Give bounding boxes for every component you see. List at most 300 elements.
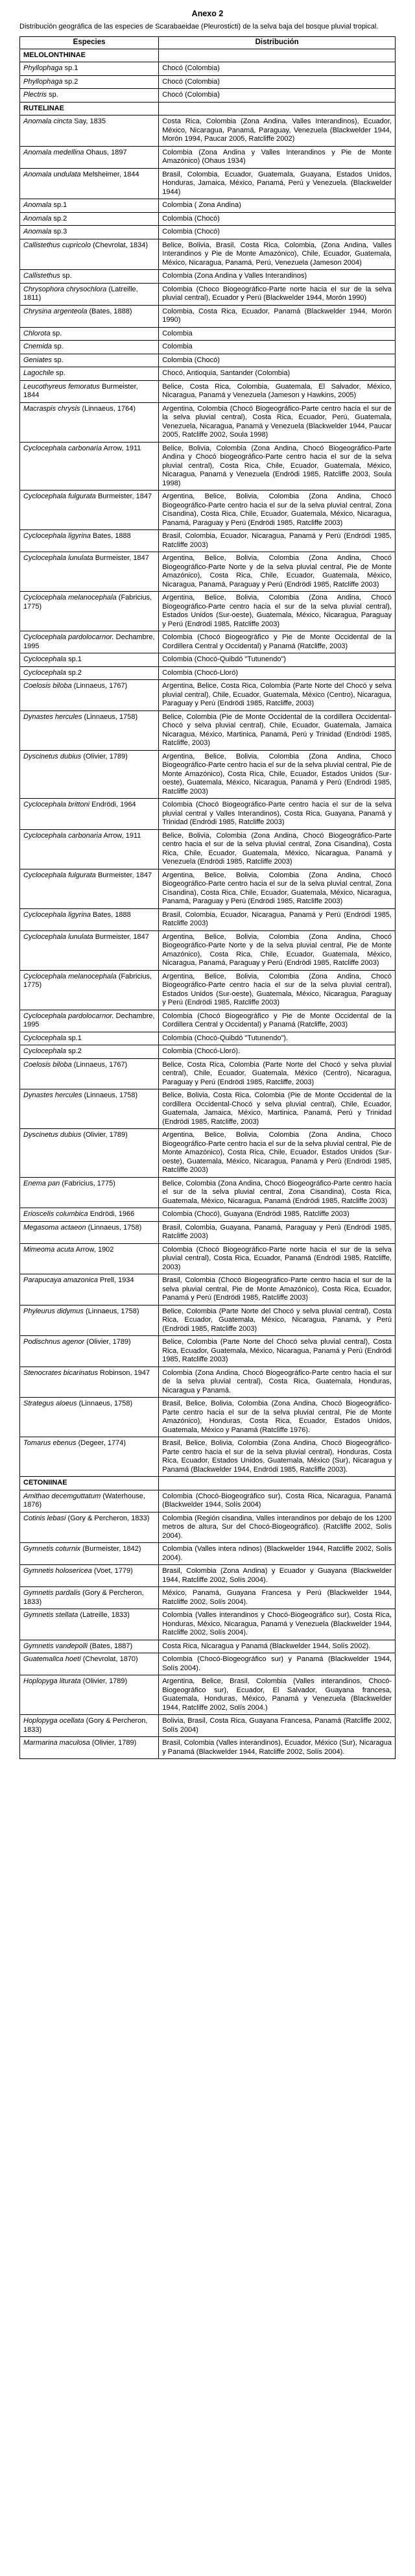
species-row <box>20 115 396 147</box>
author-citation: Melsheimer, 1844 <box>80 170 139 178</box>
distribution-cell: Argentina, Belice, Bolivia, Colombia (Zona Andina, Chocó Biogeográfico-Parte Norte y de la selva pluvial central, Pie de Monte Amazónico), Costa Rica, Chile, Ecuador, Guatemala, México, Nicaragua, Panamá, Paraguay y Perú (Endrödi 1985, Ratcliffe 2003) <box>159 930 396 970</box>
species-row <box>20 1715 396 1737</box>
scientific-name: Phyleurus didymus <box>23 1307 84 1315</box>
species-row <box>20 1512 396 1543</box>
scientific-name: Callistethus <box>23 272 60 280</box>
distribution-cell: Colombia (Chocó Biogeográfico y Pie de Monte Occidental de la Cordillera Central y Occidental) y Panamá (Ratcliffe, 2003) <box>159 1010 396 1032</box>
species-row <box>20 1045 396 1059</box>
species-name-cell <box>20 491 159 530</box>
author-citation: sp.2 <box>66 1047 82 1055</box>
author-citation: Arrow, 1911 <box>102 831 141 840</box>
species-row <box>20 1587 396 1609</box>
author-citation: (Olivier, 1789) <box>81 752 128 760</box>
distribution-cell: Argentina, Belice, Bolivia, Colombia (Zona Andina, Chocó Biogeográfico-Parte Norte y de la selva pluvial central, Pie de Monte Amazónico), Costa Rica, Chile, Ecuador, Guatemala, México, Nicaragua, Panamá, Paraguay y Perú (Endrödi 1985, Ratcliffe 2003) <box>159 552 396 592</box>
distribution-cell: Belice, Bolivia, Costa Rica, Colombia (Pie de Monte Occidental de la cordillera Occidental-Chocó y selva pluvial central), Chile, Ecuador, Guatemala, Jamaica, México, Martinica, Panamá, Perú y Trinidad (Endrödi 1985, Ratcliffe, 2003) <box>159 1089 396 1129</box>
scientific-name: Anomala cincta <box>23 117 73 125</box>
author-citation: (Gory & Percheron, 1833) <box>23 1717 148 1734</box>
scientific-name: Cyclocephala <box>23 655 67 663</box>
species-row <box>20 1336 396 1367</box>
species-name-cell <box>20 631 159 653</box>
distribution-cell: Colombia (Región cisandina, Valles interandinos por debajo de los 1200 metros de altura, Sur del Chocó-Biogeográfico). (Ratcliffe 2002, Solís 2004). <box>159 1512 396 1543</box>
species-name-cell <box>20 226 159 239</box>
species-row <box>20 1129 396 1178</box>
species-name-cell <box>20 270 159 284</box>
subfamily-name: RUTELINAE <box>20 102 159 115</box>
author-citation: sp. <box>54 369 65 377</box>
species-name-cell <box>20 1737 159 1759</box>
species-name-cell <box>20 168 159 199</box>
species-row <box>20 1490 396 1512</box>
author-citation: (Olivier, 1789) <box>84 1338 131 1346</box>
species-row <box>20 1221 396 1243</box>
species-row <box>20 908 396 930</box>
species-name-cell <box>20 75 159 89</box>
author-citation: (Linnaeus, 1758) <box>82 1091 138 1099</box>
species-row <box>20 1177 396 1208</box>
distribution-cell: Colombia (Chocó-Quibdó "Tutunendo") <box>159 653 396 667</box>
species-name-cell <box>20 869 159 908</box>
species-distribution-table <box>19 36 396 1759</box>
author-citation: Endrödi, 1966 <box>88 1210 135 1218</box>
distribution-cell: Argentina, Colombia (Chocó Biogeográfico-Parte centro hacia el sur de la selva pluvial central), Costa Rica, Ecuador, Perú, Guatemala, Venezuela, Nicaragua, Panamá y Venezuela (Blackwelder 1944, Paucar 2005, Ratcliffe 2002, Soula 1998) <box>159 402 396 442</box>
scientific-name: Coelosis biloba <box>23 1060 72 1069</box>
species-row <box>20 402 396 442</box>
species-row <box>20 380 396 402</box>
author-citation: Burmeister, 1847 <box>95 871 152 879</box>
species-row <box>20 970 396 1010</box>
species-name-cell <box>20 1512 159 1543</box>
species-row <box>20 239 396 270</box>
species-name-cell <box>20 592 159 631</box>
distribution-cell: Colombia (Chocó Biogeográfico y Pie de Monte Occidental de la Cordillera Central y Occidental) y Panamá (Ratcliffe, 2003) <box>159 631 396 653</box>
subfamily-row <box>20 49 396 62</box>
table-body <box>20 49 396 1759</box>
author-citation: Arrow, 1911 <box>102 444 141 452</box>
scientific-name: Anomala <box>23 201 52 209</box>
subfamily-name: MELOLONTHINAE <box>20 49 159 62</box>
scientific-name: Cyclocephala pardolocarnor. <box>23 1012 114 1020</box>
scientific-name: Anomala <box>23 228 52 236</box>
author-citation: (Linnaeus, 1767) <box>71 1060 128 1069</box>
scientific-name: Cyclocephala fulgurata <box>23 492 96 500</box>
distribution-cell: Colombia (Zona Andina y Valles Interandinos) <box>159 270 396 284</box>
distribution-cell: Colombia ( Zona Andina) <box>159 199 396 213</box>
species-name-cell <box>20 89 159 103</box>
author-citation: Robinson, 1947 <box>97 1368 150 1377</box>
species-row <box>20 1274 396 1306</box>
scientific-name: Cyclocephala carbonaria <box>23 831 102 840</box>
author-citation: (Olivier, 1789) <box>89 1739 137 1747</box>
distribution-cell: Chocó (Colombia) <box>159 62 396 76</box>
species-row <box>20 711 396 750</box>
species-name-cell <box>20 1398 159 1437</box>
species-row <box>20 270 396 284</box>
scientific-name: Phyllophaga <box>23 64 63 72</box>
species-name-cell <box>20 930 159 970</box>
scientific-name: Chrysina argenteola <box>23 307 88 315</box>
distribution-cell: Costa Rica, Colombia (Zona Andina, Valles Interandinos), Ecuador, México, Nicaragua, Panamá, Paraguay, Venezuela (Blackwelder 1944, Morón 1994, Paucar 2005, Ratcliffe 2002) <box>159 115 396 147</box>
distribution-cell: Colombia (Chocó Biogeográfico-Parte norte hacia el sur de la selva pluvial central), Costa Rica, Ecuador, Panamá (Endrödi 1985, Ratcliffe, 2003) <box>159 1243 396 1274</box>
species-row <box>20 305 396 327</box>
species-row <box>20 1609 396 1640</box>
scientific-name: Plectris <box>23 91 47 99</box>
species-name-cell <box>20 239 159 270</box>
species-row <box>20 146 396 168</box>
scientific-name: Leucothyreus femoratus <box>23 382 101 391</box>
author-citation: (Linnaeus, 1758) <box>83 1307 139 1315</box>
species-name-cell <box>20 1177 159 1208</box>
scientific-name: Gymnetis holosericea <box>23 1567 92 1575</box>
species-row <box>20 1675 396 1715</box>
species-row <box>20 1367 396 1398</box>
species-name-cell <box>20 829 159 869</box>
scientific-name: Cyclocephala ligyrina <box>23 910 91 919</box>
species-row <box>20 212 396 226</box>
species-name-cell <box>20 1243 159 1274</box>
author-citation: (Degeer, 1774) <box>76 1439 126 1447</box>
scientific-name: Cyclocephala melanocephala <box>23 594 117 601</box>
header-row <box>20 37 396 49</box>
distribution-cell: Brasil, Colombia, Ecuador, Nicaragua, Panamá y Perú (Endrödi 1985, Ratcliffe 2003) <box>159 530 396 552</box>
species-row <box>20 829 396 869</box>
scientific-name: Cyclocephala ligyrina <box>23 532 91 540</box>
species-row <box>20 530 396 552</box>
species-name-cell <box>20 530 159 552</box>
distribution-cell: Belice, Bolivia, Colombia (Zona Andina, Chocó Biogeográfico-Parte centro hacia el sur de la selva pluvial central, Zona Cisandina), Costa Rica, Chile, Ecuador, Guatemala, México, Nicaragua, Panamá y Venezuela (Endrödi 1985, Ratcliffe 2003) <box>159 829 396 869</box>
species-row <box>20 552 396 592</box>
distribution-cell: Colombia (Zona Andina, Chocó Biogeográfico-Parte centro hacia el sur de la selva pluvial central), Costa Rica, Guatemala, Honduras, Nicaragua y Panamá. <box>159 1367 396 1398</box>
scientific-name: Enema pan <box>23 1179 60 1187</box>
scientific-name: Anomala <box>23 214 52 223</box>
distribution-cell: Argentina, Belice, Bolivia, Colombia (Zona Andina, Choco Biogeográfico-Parte centro hacia el sur de la selva pluvial central, Pie de Monte Amazónico), Costa Rica, Chile, Ecuador, Estados Unidos (Sur-oeste), Guatemala, México, Nicaragua, Panamá y Perú (Endrödi 1985, Ratcliffe 2003) <box>159 1129 396 1178</box>
species-row <box>20 354 396 367</box>
author-citation: (Waterhouse, 1876) <box>23 1492 145 1509</box>
author-citation: (Linnaeus, 1764) <box>80 404 136 413</box>
scientific-name: Cnemida <box>23 343 53 350</box>
scientific-name: Cyclocephala lunulata <box>23 554 93 562</box>
scientific-name: Cyclocephala lunulata <box>23 932 93 941</box>
distribution-cell: Colombia (Choco Biogeográfico-Parte norte hacia el sur de la selva pluvial central), Ecuador y Perú (Blackwelder 1944, Morón 1990) <box>159 283 396 305</box>
species-row <box>20 631 396 653</box>
species-row <box>20 89 396 103</box>
distribution-cell: Brasil, Belice, Bolivia, Colombia (Zona Andina, Chocó Biogeográfico-Parte centro hacia el sur de la selva pluvial central), Honduras, Costa Rica, Ecuador, Estados Unidos, Guatemala, México (Sur), Nicaragua y Panamá (Blackwelder 1944, Endrödi 1985, Ratcliffe 2003). <box>159 1437 396 1477</box>
scientific-name: Chrysophora chrysochlora <box>23 285 107 293</box>
species-row <box>20 680 396 711</box>
species-name-cell <box>20 552 159 592</box>
distribution-cell: Belice, Costa Rica, Colombia, Guatemala, El Salvador, México, Nicaragua, Panamá y Venezuela (Jameson y Hawkins, 2005) <box>159 380 396 402</box>
species-row <box>20 367 396 381</box>
table-caption: Distribución geográfica de las especies de Scarabaeidae (Pleurosticti) de la selva baja del bosque pluvial tropical. <box>19 23 379 30</box>
distribution-cell: Argentina, Belice, Bolivia, Colombia (Zona Andina, Chocó Biogeográfico-Parte centro hacia el sur de la selva pluvial central, Zona Cisandina), Costa Rica, Chile, Ecuador, Guatemala, México, Nicaragua, Panamá, Paraguay y Perú (Endrödi 1985, Ratcliffe 2003) <box>159 869 396 908</box>
species-name-cell <box>20 666 159 680</box>
distribution-cell: Brasil, Colombia (Chocó Biogeográfico-Parte centro hacia el sur de la selva pluvial central, Pie de Monte Amazónico), Costa Rica, Ecuador, Panamá y Perú (Endrödi 1985, Ratcliffe 2003) <box>159 1274 396 1306</box>
species-row <box>20 799 396 830</box>
scientific-name: Coelosis biloba <box>23 682 72 690</box>
species-name-cell <box>20 1336 159 1367</box>
species-name-cell <box>20 1653 159 1675</box>
subfamily-empty-cell <box>159 49 396 62</box>
distribution-cell: Argentina, Belice, Bolivia, Colombia (Zona Andina, Choco Biogeográfico-Parte centro hacia el sur de la selva pluvial central, Pie de Monte Amazónico), Costa Rica, Chile, Ecuador, Estados Unidos (Sur-oeste), Guatemala, México, Nicaragua, Panamá y Perú (Endrödi 1985, Ratcliffe 2003) <box>159 750 396 799</box>
author-citation: (Gory & Percheron, 1833) <box>23 1589 144 1606</box>
subfamily-empty-cell <box>159 1477 396 1490</box>
species-name-cell <box>20 1367 159 1398</box>
scientific-name: Gymnetis stellata <box>23 1611 78 1619</box>
author-citation: (Fabricius, 1775) <box>23 594 152 611</box>
species-row <box>20 1565 396 1587</box>
author-citation: Say, 1835 <box>72 117 106 125</box>
subfamily-row <box>20 1477 396 1490</box>
species-name-cell <box>20 1221 159 1243</box>
distribution-cell: Belice, Bolivia, Colombia (Zona Andina, Chocó Biogeográfico-Parte Andina y Chocó biogeográfico-Parte centro hacia el sur de la selva pluvial central), Costa Rica, Chile, Ecuador, Guatemala, México, Nicaragua, Panamá y Venezuela (Endrödi 1985, Ratcliffe 2003, Soula 1998) <box>159 442 396 491</box>
species-name-cell <box>20 1640 159 1653</box>
species-name-cell <box>20 970 159 1010</box>
species-row <box>20 1032 396 1045</box>
author-citation: sp.1 <box>62 64 78 72</box>
scientific-name: Hoplopyga ocellata <box>23 1717 84 1725</box>
species-name-cell <box>20 908 159 930</box>
species-row <box>20 750 396 799</box>
species-name-cell <box>20 402 159 442</box>
subfamily-empty-cell <box>159 102 396 115</box>
scientific-name: Megasoma actaeon <box>23 1223 86 1232</box>
author-citation: (Linnaeus, 1758) <box>77 1400 133 1407</box>
scientific-name: Dyscinetus dubius <box>23 752 82 760</box>
distribution-cell: Colombia <box>159 327 396 341</box>
scientific-name: Cyclocephala carbonaria <box>23 444 102 452</box>
scientific-name: Callistethus cupricolo <box>23 241 91 249</box>
species-name-cell <box>20 367 159 381</box>
author-citation: (Latreille, 1811) <box>23 285 138 302</box>
species-row <box>20 442 396 491</box>
species-name-cell <box>20 115 159 147</box>
scientific-name: Cyclocephala fulgurata <box>23 871 96 879</box>
distribution-cell: Belice, Colombia (Parte Norte del Chocó y selva pluvial central), Costa Rica, Ecuador, Guatemala, México, Nicaragua, Panamá, y Perú (Endrödi 1985, Ratcliffe 2003) <box>159 1305 396 1336</box>
distribution-cell: Colombia (Chocó) <box>159 226 396 239</box>
species-row <box>20 592 396 631</box>
author-citation: sp.1 <box>66 655 82 663</box>
species-name-cell <box>20 146 159 168</box>
table-header <box>20 37 396 49</box>
distribution-cell: Colombia (Valles intera ndinos) (Blackwelder 1944, Ratcliffe 2002, Solís 2004). <box>159 1543 396 1565</box>
scientific-name: Macraspis chrysis <box>23 404 80 413</box>
author-citation: sp. <box>52 356 64 364</box>
distribution-cell: Colombia, Costa Rica, Ecuador, Panamá (Blackwelder 1944, Morón 1990) <box>159 305 396 327</box>
author-citation: (Fabricius, 1775) <box>60 1179 115 1187</box>
species-name-cell <box>20 212 159 226</box>
species-row <box>20 1653 396 1675</box>
species-row <box>20 1243 396 1274</box>
species-name-cell <box>20 1437 159 1477</box>
distribution-cell: Belice, Colombia (Pie de Monte Occidental de la cordillera Occidental-Chocó y selva pluvial central), Chile, Ecuador, Guatemala, Jamaica Nicaragua, México, Martinica, Panamá, Perú y Trinidad (Endrödi 1985, Ratcliffe, 2003) <box>159 711 396 750</box>
species-name-cell <box>20 1045 159 1059</box>
subfamily-row <box>20 102 396 115</box>
distribution-cell: México, Panamá, Guayana Francesa y Perú (Blackwelder 1944, Ratcliffe 2002, Solís 2004). <box>159 1587 396 1609</box>
species-row <box>20 1737 396 1759</box>
species-row <box>20 226 396 239</box>
scientific-name: Hoplopyga liturata <box>23 1677 81 1685</box>
scientific-name: Stenocrates bicarinatus <box>23 1368 98 1377</box>
author-citation: (Chevrolat, 1834) <box>90 241 148 249</box>
species-row <box>20 930 396 970</box>
scientific-name: Tomarus ebenus <box>23 1439 77 1447</box>
species-name-cell <box>20 653 159 667</box>
distribution-cell: Brasil, Belice, Bolivia, Colombia (Zona Andina, Chocó Biogeográfico-Parte centro hacia el sur de la selva pluvial central, Pie de Monte Amazónico), Honduras, Costa Rica, Ecuador, Estados Unidos, Guatemala, México y Panamá (Ratcliffe 1976). <box>159 1398 396 1437</box>
scientific-name: Strategus aloeus <box>23 1400 77 1407</box>
author-citation: Endrödi, 1964 <box>89 801 136 808</box>
scientific-name: Parapucaya amazonica <box>23 1276 98 1284</box>
author-citation: sp. <box>47 91 58 99</box>
species-name-cell <box>20 1543 159 1565</box>
scientific-name: Cyclocephala <box>23 1034 67 1042</box>
species-name-cell <box>20 1675 159 1715</box>
author-citation: sp. <box>52 343 64 350</box>
author-citation: sp.2 <box>66 668 82 677</box>
species-row <box>20 1305 396 1336</box>
distribution-cell: Belice, Bolivia, Brasil, Costa Rica, Colombia, (Zona Andina, Valles Interandinos y Pie de Monte Amazónico), Chile, Ecuador, Guatemala, México, Nicaragua, Panamá, Perú, Venezuela (Jameson 2004) <box>159 239 396 270</box>
distribution-cell: Colombia (Chocó-Lloró). <box>159 1045 396 1059</box>
author-citation: (Linnaeus, 1758) <box>86 1223 142 1232</box>
author-citation: (Burmeister, 1842) <box>80 1545 141 1553</box>
author-citation: sp.2 <box>62 77 78 86</box>
species-name-cell <box>20 1305 159 1336</box>
author-citation: sp.3 <box>51 228 67 236</box>
scientific-name: Cyclocephala <box>23 1047 67 1055</box>
author-citation: Arrow, 1902 <box>74 1245 114 1254</box>
scientific-name: Podischnus agenor <box>23 1338 85 1346</box>
distribution-cell: Colombia (Chocó-Biogeográfico sur) y Panamá (Blackwelder 1944, Solís 2004). <box>159 1653 396 1675</box>
distribution-cell: Colombia (Chocó-Biogeográfico sur), Costa Rica, Nicaragua, Panamá (Blackwelder 1944, Solís 2004) <box>159 1490 396 1512</box>
scientific-name: Gymnetis pardalis <box>23 1589 81 1597</box>
scientific-name: Anomala medellina <box>23 148 84 156</box>
species-name-cell <box>20 380 159 402</box>
scientific-name: Cyclocephala melanocephala <box>23 972 117 980</box>
distribution-cell: Argentina, Belice, Bolivia, Colombia (Zona Andina, Chocó Biogeográfico-Parte centro hacia el sur de la selva pluvial central), Estados Unidos (Sur-oeste), Guatemala, México, Nicaragua, Paraguay y Perú (Endrödi 1985, Ratcliffe 2003) <box>159 970 396 1010</box>
species-name-cell <box>20 341 159 354</box>
species-row <box>20 1640 396 1653</box>
author-citation: Bates, 1888 <box>90 532 131 540</box>
distribution-cell: Chocó, Antioquia, Santander (Colombia) <box>159 367 396 381</box>
species-name-cell <box>20 1609 159 1640</box>
scientific-name: Lagochile <box>23 369 54 377</box>
species-name-cell <box>20 62 159 76</box>
author-citation: (Chevrolat, 1870) <box>80 1655 138 1663</box>
author-citation: Burmeister, 1847 <box>95 492 152 500</box>
scientific-name: Cyclocephala pardolocarnor. <box>23 633 114 641</box>
distribution-cell: Argentina, Belice, Bolivia, Colombia (Zona Andina, Chocó Biogeográfico-Parte centro hacia el sur de la selva pluvial central), Estados Unidos (Sur-oeste), Guatemala, México, Nicaragua, Paraguay y Perú (Endrödi 1985, Ratcliffe 2003) <box>159 592 396 631</box>
species-name-cell <box>20 711 159 750</box>
scientific-name: Cotinis lebasi <box>23 1514 66 1522</box>
species-row <box>20 1010 396 1032</box>
species-row <box>20 1543 396 1565</box>
species-row <box>20 1208 396 1222</box>
author-citation: (Voet, 1779) <box>91 1567 133 1575</box>
author-citation: Burmeister, 1844 <box>23 382 138 399</box>
distribution-cell: Brasil, Colombia, Guayana, Panamá, Paraguay y Perú (Endrödi 1985, Ratcliffe 2003) <box>159 1221 396 1243</box>
species-name-cell <box>20 1208 159 1222</box>
annex-title: Anexo 2 <box>191 9 224 18</box>
distribution-cell: Belice, Costa Rica, Colombia (Parte Norte del Chocó y selva pluvial central), Chile, Ecuador, Guatemala, México (Centro), Nicaragua, Paraguay y Perú (Endrödi 1985, Ratcliffe, 2003) <box>159 1058 396 1089</box>
species-name-cell <box>20 1587 159 1609</box>
distribution-cell: Colombia (Chocó-Lloró) <box>159 666 396 680</box>
scientific-name: Marmarina maculosa <box>23 1739 90 1747</box>
distribution-cell: Colombia (Chocó), Guayana (Endrödi 1985, Ratcliffe 2003) <box>159 1208 396 1222</box>
author-citation: sp. <box>60 272 72 280</box>
scientific-name: Anomala undulata <box>23 170 81 178</box>
distribution-cell: Brasil, Colombia, Ecuador, Nicaragua, Panamá y Perú (Endrödi 1985, Ratcliffe 2003) <box>159 908 396 930</box>
distribution-cell: Argentina, Belice, Bolivia, Colombia (Zona Andina, Chocó Biogeográfico-Parte centro hacia el sur de la selva pluvial central, Zona Cisandina), Costa Rica, Chile, Ecuador, Guatemala, México, Nicaragua, Panamá, Paraguay y Perú (Endrödi 1985, Ratcliffe 2003) <box>159 491 396 530</box>
author-citation: (Bates, 1887) <box>88 1642 133 1650</box>
species-row <box>20 283 396 305</box>
species-name-cell <box>20 1715 159 1737</box>
distribution-cell: Argentina, Belice, Costa Rica, Colombia (Parte Norte del Chocó y selva pluvial central), Chile, Ecuador, Guatemala, México (Centro), Nicaragua, Paraguay y Perú (Endrödi 1985, Ratcliffe, 2003) <box>159 680 396 711</box>
distribution-cell: Colombia (Zona Andina y Valles Interandinos y Pie de Monte Amazónico) (Ohaus 1934) <box>159 146 396 168</box>
author-citation: Ohaus, 1897 <box>84 148 127 156</box>
species-row <box>20 869 396 908</box>
species-row <box>20 168 396 199</box>
scientific-name: Chlorota <box>23 329 51 337</box>
species-name-cell <box>20 327 159 341</box>
author-citation: sp.2 <box>51 214 67 223</box>
author-citation: (Fabricius, 1775) <box>23 972 152 989</box>
distribution-cell: Colombia (Chocó) <box>159 212 396 226</box>
species-row <box>20 491 396 530</box>
scientific-name: Erioscelis columbica <box>23 1210 88 1218</box>
scientific-name: Cyclocephala brittoni <box>23 801 90 808</box>
distribution-cell: Colombia <box>159 341 396 354</box>
distribution-cell: Colombia (Valles interandinos y Chocó-Biogeográfico sur), Costa Rica, Honduras, México, Nicaragua, Panamá y Venezuela (Blackwelder 1944, Ratcliffe 2002, Solís 2004). <box>159 1609 396 1640</box>
column-header-distribucion: Distribución <box>159 37 396 49</box>
scientific-name: Cyclocephala <box>23 668 67 677</box>
species-name-cell <box>20 799 159 830</box>
author-citation: sp. <box>50 329 62 337</box>
species-row <box>20 1398 396 1437</box>
species-name-cell <box>20 1490 159 1512</box>
scientific-name: Dynastes hercules <box>23 712 82 721</box>
distribution-cell: Argentina, Belice, Brasil, Colombia (Valles interandinos, Chocó-Biogeográfico sur), Ecuador, El Salvador, Guayana francesa, Guatemala, Honduras, México, Panamá y Venezuela (Blackwelder 1944, Ratcliffe 2002, Solís 2004.) <box>159 1675 396 1715</box>
author-citation: (Linnaeus, 1758) <box>82 712 138 721</box>
scientific-name: Guatemalica hoeti <box>23 1655 81 1663</box>
species-name-cell <box>20 1129 159 1178</box>
author-citation: Burmeister, 1847 <box>93 932 149 941</box>
species-name-cell <box>20 1058 159 1089</box>
author-citation: sp.1 <box>51 201 67 209</box>
subfamily-name: CETONIINAE <box>20 1477 159 1490</box>
species-row <box>20 1437 396 1477</box>
species-row <box>20 199 396 213</box>
scientific-name: Amithao decemguttatum <box>23 1492 101 1500</box>
author-citation: (Latreille, 1833) <box>78 1611 130 1619</box>
species-name-cell <box>20 680 159 711</box>
species-name-cell <box>20 442 159 491</box>
species-name-cell <box>20 750 159 799</box>
scientific-name: Mimeoma acuta <box>23 1245 75 1254</box>
distribution-cell: Belice, Colombia (Zona Andina, Chocó Biogeográfico-Parte centro hacia el sur de la selva pluvial central, Zona Cisandina), Costa Rica, Guatemala, México, Nicaragua, Panamá (Endrödi 1985, Ratcliffe 2003) <box>159 1177 396 1208</box>
author-citation: Bates, 1888 <box>90 910 131 919</box>
distribution-cell: Brasil, Colombia (Zona Andina) y Ecuador y Guayana (Blackwelder 1944, Ratcliffe 2002, Solís 2004). <box>159 1565 396 1587</box>
species-name-cell <box>20 1032 159 1045</box>
author-citation: (Olivier, 1789) <box>80 1677 128 1685</box>
scientific-name: Gymnetis coturnix <box>23 1545 81 1553</box>
author-citation: Dechambre, 1995 <box>23 1012 155 1028</box>
scientific-name: Geniates <box>23 356 53 364</box>
species-name-cell <box>20 354 159 367</box>
author-citation: Prell, 1934 <box>97 1276 134 1284</box>
distribution-cell: Colombia (Chocó-Quibdó "Tutunendo"). <box>159 1032 396 1045</box>
species-row <box>20 75 396 89</box>
distribution-cell: Costa Rica, Nicaragua y Panamá (Blackwelder 1944, Solís 2002). <box>159 1640 396 1653</box>
species-name-cell <box>20 1010 159 1032</box>
species-row <box>20 653 396 667</box>
